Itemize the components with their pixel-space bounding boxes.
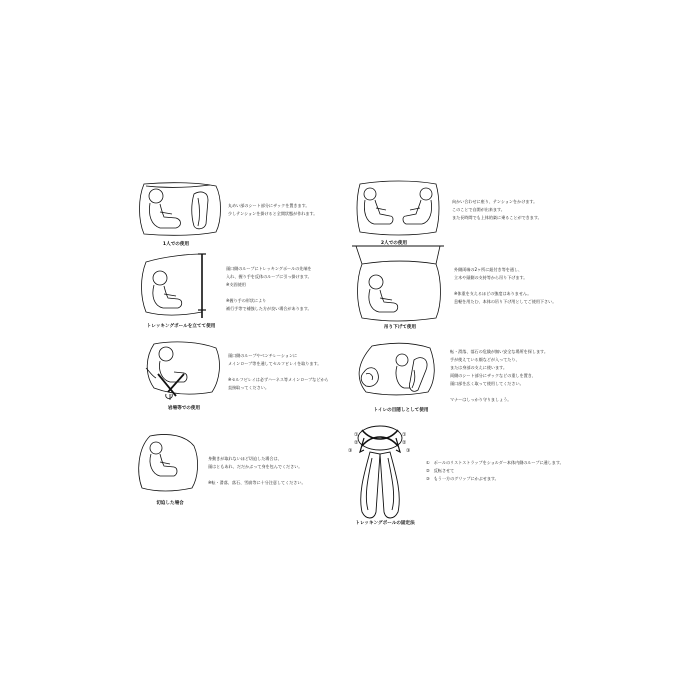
description — [228, 202, 317, 218]
description — [226, 265, 312, 313]
marker-1-right: ① — [402, 432, 407, 438]
marker-2-right: ② — [402, 440, 407, 446]
desc-line: 転・滑落、落石の危険が無い安全な場所を探します。 — [450, 349, 548, 354]
description — [228, 352, 329, 392]
caption: トレッキングポールを立てて使用 — [146, 324, 216, 329]
description — [452, 198, 542, 222]
illustration-pole-fixing — [340, 424, 420, 524]
desc-line — [226, 289, 312, 297]
desc-line: ※セルフビレイは必ずハーネス等メインロープなどから — [228, 377, 329, 382]
illustration-solo — [136, 180, 226, 238]
panel-pole-fixing — [340, 424, 590, 534]
desc-line: 身動きが取れないほど切迫した場合は、 — [208, 456, 282, 461]
illustration-pair — [354, 178, 442, 238]
desc-line: ※体重を支えるほどの強度はありません。 — [454, 291, 532, 296]
desc-line: 少しテンションを掛けると全開状態が作れます。 — [228, 211, 318, 216]
desc-line: ② 反転させて — [426, 468, 455, 473]
marker-3-right: ③ — [406, 448, 411, 454]
desc-line: ※握り手の形状により — [226, 298, 267, 303]
desc-line — [228, 368, 329, 376]
marker-2-left: ② — [354, 440, 359, 446]
desc-line: 丸めい部のシート部分にザックを置きます。 — [228, 203, 310, 208]
panel-solo-use — [136, 180, 336, 250]
illustration-toilet-screen — [352, 340, 438, 400]
caption: 岩場等での使用 — [167, 406, 201, 411]
desc-line: 直接取ってください。 — [228, 385, 269, 390]
desc-line — [454, 282, 556, 290]
desc-line: 頭口側のループにトレッキングポールの先端を — [226, 266, 312, 271]
description — [208, 455, 306, 487]
desc-line: また長時間でも上体的楽に乗ることができます。 — [452, 215, 542, 220]
desc-line: 補行手等で補強した方が良い場合があります。 — [226, 306, 312, 311]
desc-line: 向かい合わせに座り、テンションをかけます。 — [452, 199, 538, 204]
desc-line: ※転・滑落、落石、雪崩等に十分注意してください。 — [208, 480, 306, 485]
desc-line: ③ もう一方のグリップにかぶせます。 — [426, 476, 499, 481]
illustration-pole — [136, 252, 226, 322]
panel-pole-use — [136, 252, 346, 334]
desc-line: 立木や頭側の支持等から吊り下げます。 — [454, 275, 528, 280]
illustration-hanging — [348, 244, 448, 324]
panel-pair-use — [354, 178, 554, 250]
panel-emergency — [134, 432, 344, 512]
desc-line: 頭口側のループやベンチレーションに — [228, 353, 298, 358]
panel-toilet-screen — [352, 340, 582, 420]
desc-line — [208, 471, 306, 479]
desc-line: 入れ、握り手を反体のループに引っ掛けます。 — [226, 274, 312, 279]
caption: 1人での使用 — [162, 242, 190, 247]
desc-line: このことで自開が出来ます。 — [452, 207, 505, 212]
panel-hanging-use — [348, 244, 568, 336]
marker-1-left: ① — [354, 432, 359, 438]
caption: 吊り下げて使用 — [383, 325, 417, 330]
desc-line — [450, 388, 548, 396]
desc-line: ① ポールのリストストラップをショルダー本体内側のループに通します。 — [426, 460, 564, 465]
description — [426, 459, 564, 483]
caption: トレッキングポールの固定法 — [355, 521, 415, 526]
panel-rock-use — [140, 338, 350, 418]
desc-line: 頭はともあれ、だだかぶって身を包んでください。 — [208, 464, 303, 469]
marker-3-left: ③ — [348, 448, 353, 454]
desc-line: ※支固使用 — [226, 282, 246, 287]
desc-line: メインロープ等を通してセルフビレイを取ります。 — [228, 361, 322, 366]
desc-line: または身部の支えに使います。 — [450, 365, 507, 370]
caption: 切迫した場合 — [156, 501, 184, 506]
desc-line: 両側のシート部分にザックなどの重しを置き、 — [450, 373, 536, 378]
desc-line: 外側両端の2ヶ所に紐付き等を通し、 — [454, 267, 523, 272]
description — [454, 266, 556, 306]
illustration-emergency — [134, 432, 204, 494]
description — [450, 348, 548, 404]
caption: 2人での使用 — [380, 241, 408, 246]
desc-line: マナーはしっかり守りましょう。 — [450, 397, 512, 402]
illustration-rock — [140, 338, 230, 404]
desc-line: 頭口部を広く取って使用してください。 — [450, 381, 524, 386]
desc-line: 手が使えている顔などが入ってたり、 — [450, 357, 520, 362]
caption: トイレの目隠しとして使用 — [373, 408, 429, 413]
desc-line: 息軽を用たむ、本体の吊り下げ用としてご使用下さい。 — [454, 299, 557, 304]
